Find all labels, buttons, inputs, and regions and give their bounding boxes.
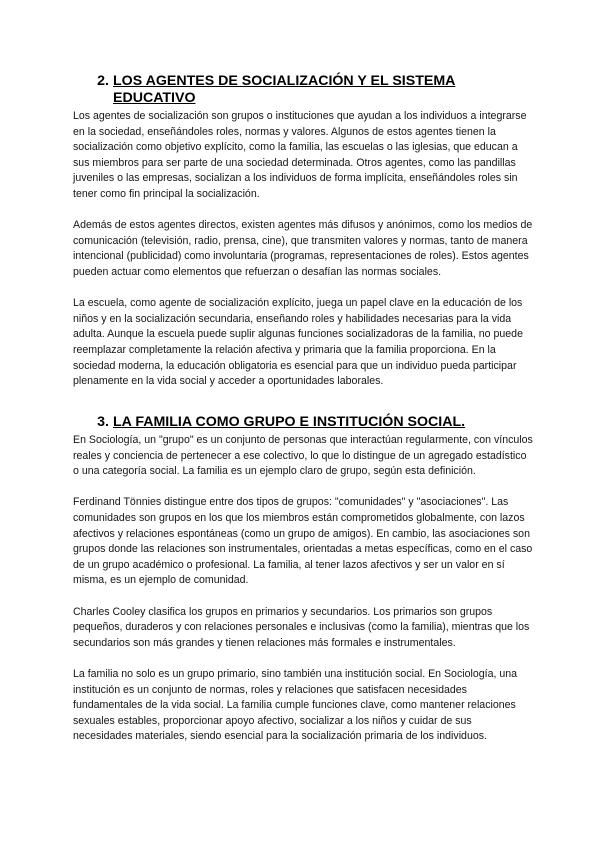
paragraph: Ferdinand Tönnies distingue entre dos tipos de grupos: "comunidades" y "asociaciones". Las comunidades son grupos en los que los miembros están comprometidos globalmente, con lazos afectivos y relaciones espontáneas (como un grupo de amigos). En cambio, las asociaciones son grupos donde las relaciones son instrumentales, orientadas a metas específicas, como en el caso de un grupo académico o profesional. La familia, al tener lazos afectivos y ser un valor en sí misma, es un ejemplo de comunidad.: [73, 496, 533, 587]
section-title: LOS AGENTES DE SOCIALIZACIÓN Y EL SISTEMA EDUCATIVO: [113, 73, 456, 106]
section-number: 2.: [97, 73, 109, 89]
section-heading: [73, 73, 533, 107]
paragraph: Los agentes de socialización son grupos o instituciones que ayudan a los individuos a integrarse en la sociedad, enseñándoles roles, normas y valores. Algunos de estos agentes tienen la socialización como objetivo explícito, como la familia, las escuelas o las iglesias, que educan a sus miembros para ser parte de una sociedad determinada. Otros agentes, como las pandillas juveniles o las empresas, socializan a los individuos de forma implícita, enseñándoles roles sin tener como fin principal la socialización.: [73, 110, 527, 200]
paragraph: Charles Cooley clasifica los grupos en primarios y secundarios. Los primarios son grupos pequeños, duraderos y con relaciones personales e inclusivas (como la familia), mientras que los secundarios son más grandes y tienen relaciones más formales e instrumentales.: [73, 605, 530, 649]
section-agentes-socializacion: [73, 73, 533, 405]
paragraph: En Sociología, un "grupo" es un conjunto de personas que interactúan regularmente, con vínculos reales y conciencia de pertenecer a ese colectivo, lo que lo distingue de un agregado estadístico o una categoría social. La familia es un ejemplo claro de grupo, según esta definición.: [73, 434, 533, 478]
section-familia: [73, 414, 533, 760]
paragraph: La familia no solo es un grupo primario, sino también una institución social. En Sociología, una institución es un conjunto de normas, roles y relaciones que satisfacen necesidades fundamentales de la vida social. La familia cumple funciones clave, como mantener relaciones sexuales estables, proporcionar apoyo afectivo, socializar a los niños y cuidar de sus necesidades materiales, siendo esencial para la socialización primaria de los individuos.: [73, 667, 518, 743]
paragraph: La escuela, como agente de socialización explícito, juega un papel clave en la educación de los niños y en la socialización secundaria, enseñando roles y habilidades necesarias para la vida adulta. Aunque la escuela puede suplir algunas funciones socializadoras de la familia, no puede reemplazar completamente la relación afectiva y primaria que la familia proporciona. En la sociedad moderna, la educación obligatoria es esencial para que un individuo pueda participar plenamente en la vida social y acceder a oportunidades laborales.: [73, 297, 523, 388]
section-heading: [73, 414, 533, 431]
section-number: 3.: [97, 414, 109, 430]
section-title: LA FAMILIA COMO GRUPO E INSTITUCIÓN SOCIAL.: [113, 414, 466, 430]
paragraph: Además de estos agentes directos, existen agentes más difusos y anónimos, como los medios de comunicación (televisión, radio, prensa, cine), que transmiten valores y normas, tanto de manera intencional (publicidad) como involuntaria (programas, representaciones de roles). Estos agentes pueden actuar como elementos que refuerzan o desafían las normas sociales.: [73, 219, 533, 278]
